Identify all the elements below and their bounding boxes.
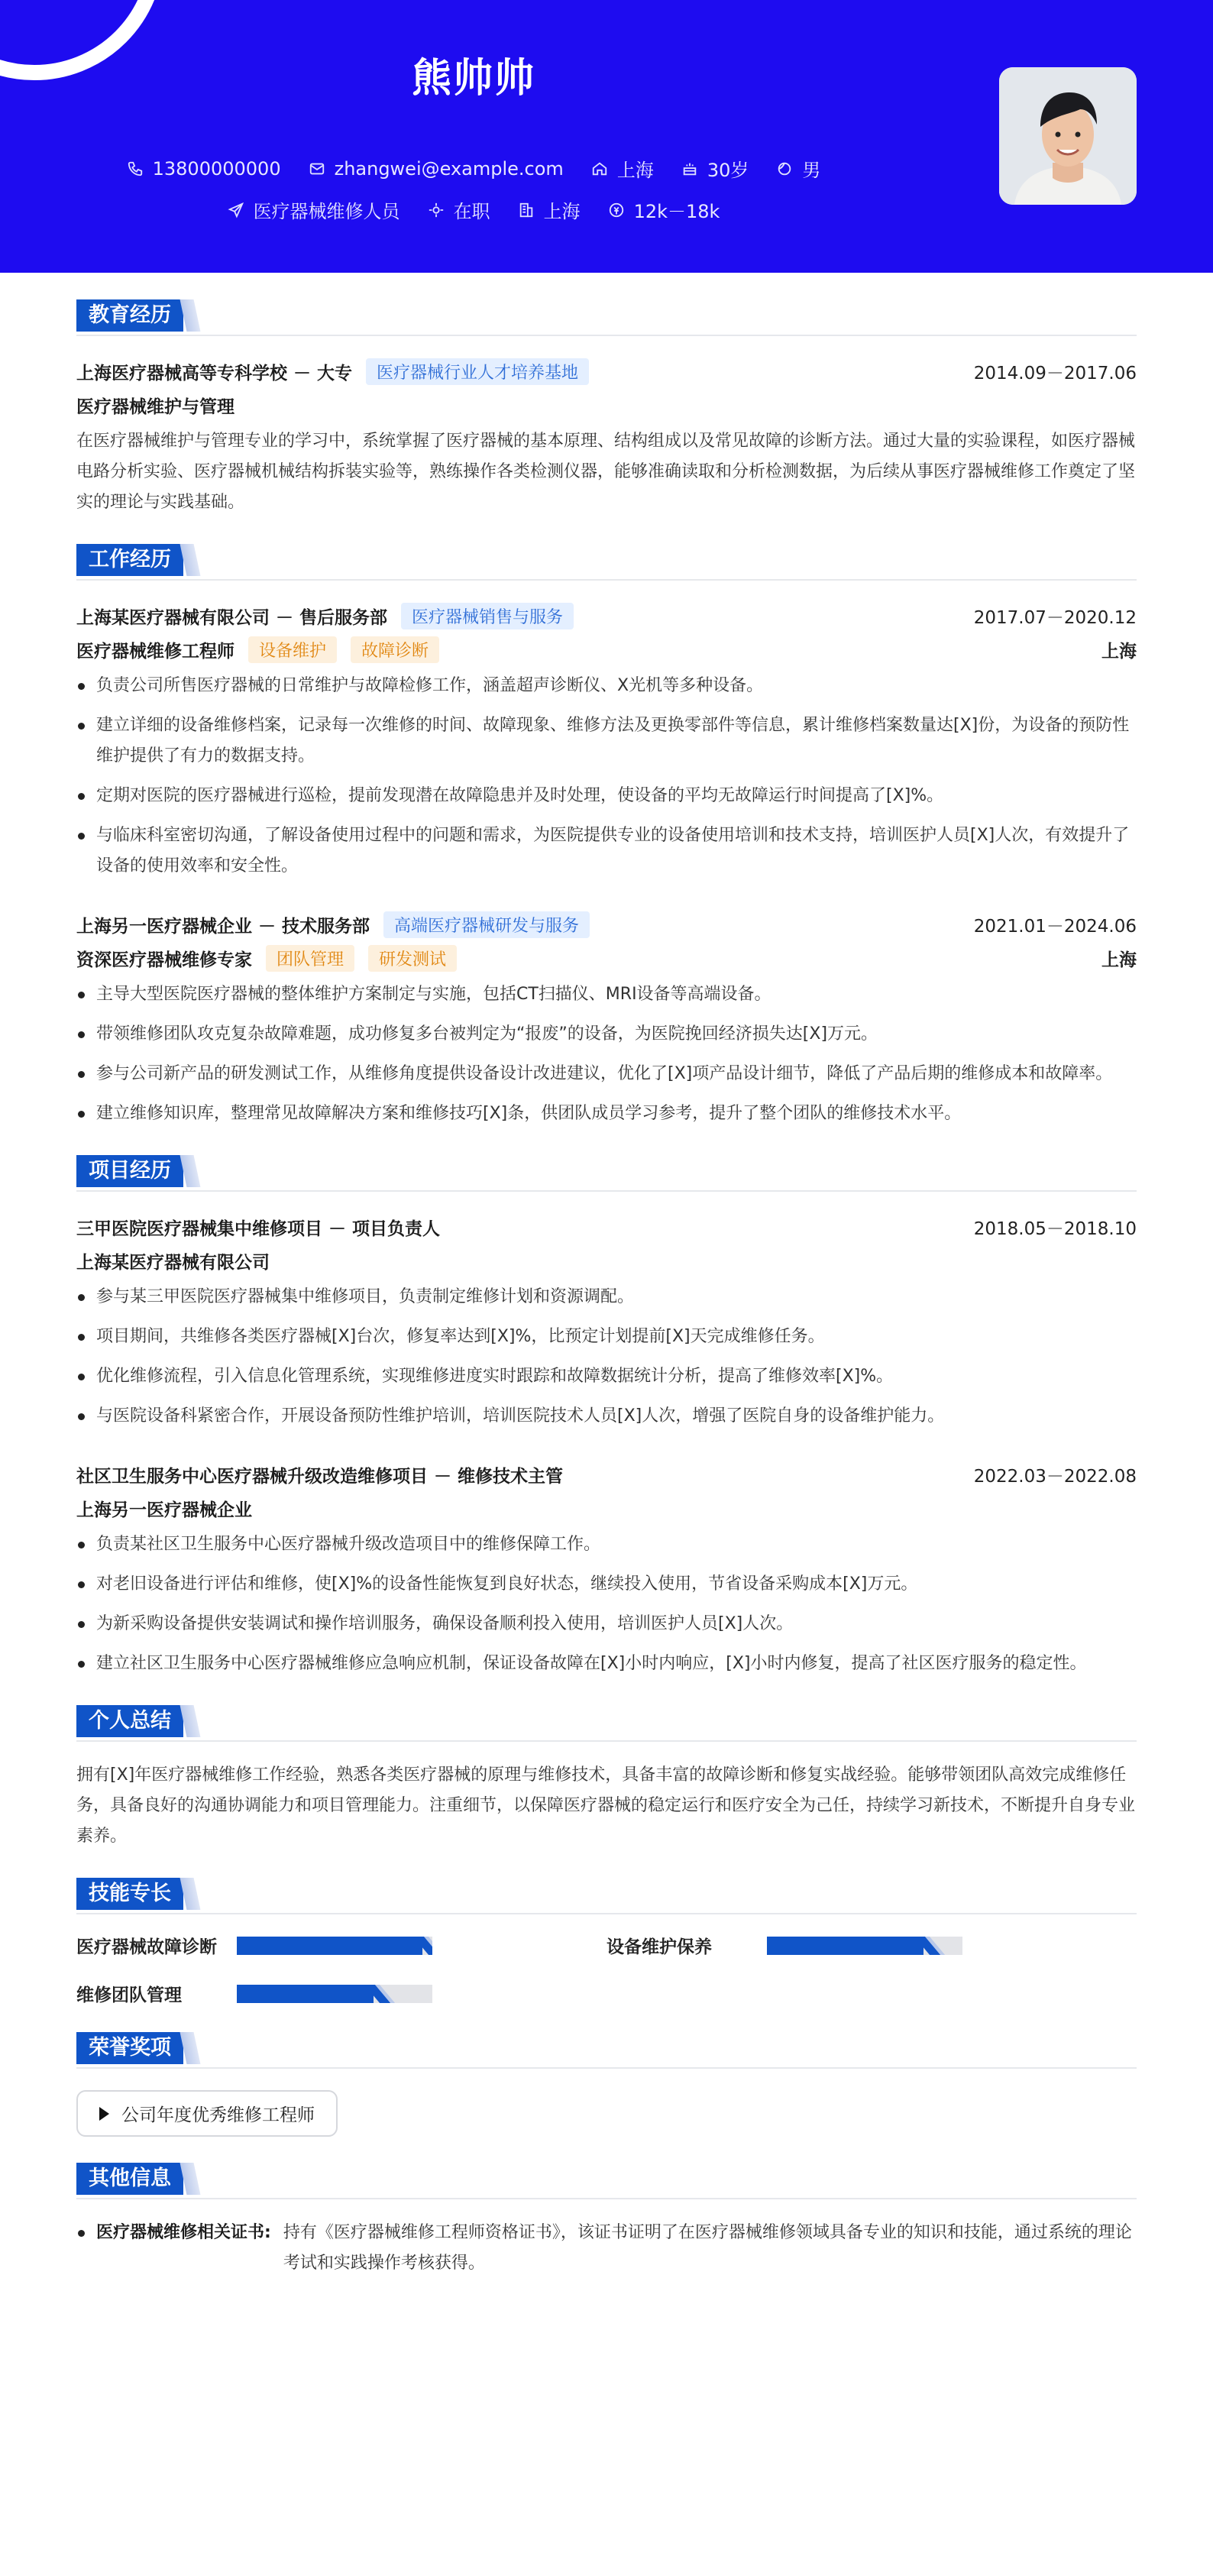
candidate-name: 熊帅帅 <box>411 56 535 102</box>
play-triangle-icon <box>99 2107 109 2121</box>
list-item: 与医院设备科紧密合作，开展设备预防性维护培训，培训医院技术人员[X]人次，增强了医院自身的设备维护能力。 <box>76 1401 1137 1432</box>
work-entry <box>76 599 1137 882</box>
other-info-item <box>76 2218 1137 2279</box>
org-line <box>76 1491 1137 1525</box>
school-tag: 医疗器械行业人才培养基地 <box>366 358 589 385</box>
building-icon <box>518 202 535 218</box>
skill-tag: 故障诊断 <box>351 636 439 663</box>
project-name: 三甲医院医疗器械集中维修项目 － 项目负责人 <box>76 1218 441 1239</box>
job-intent-row <box>0 196 947 223</box>
education-section <box>76 299 1137 518</box>
project-org: 上海某医疗器械有限公司 <box>76 1252 270 1273</box>
project-name: 社区卫生服务中心医疗器械升级改造维修项目 － 维修技术主管 <box>76 1466 564 1487</box>
contact-row <box>0 155 947 182</box>
list-item: 项目期间，共维修各类医疗器械[X]台次，修复率达到[X]%，比预定计划提前[X]天完成维修任务。 <box>76 1322 1137 1352</box>
project-entry <box>76 1458 1137 1679</box>
summary-text: 拥有[X]年医疗器械维修工作经验，熟悉各类医疗器械的原理与维修技术，具备丰富的故障诊断和修复实战经验。能够带领团队高效完成维修任务，具备良好的沟通协调能力和项目管理能力。注重细节，以保障医疗器械的稳定运行和医疗安全为己任，持续学习新技术，不断提升自身专业素养。 <box>76 1765 1136 1846</box>
list-item: 主导大型医院医疗器械的整体维护方案制定与实施，包括CT扫描仪、MRI设备等高端设备。 <box>76 979 1137 1010</box>
skills-list <box>76 1933 1137 2006</box>
skill-fill <box>237 1937 422 1955</box>
school-name: 上海医疗器械高等专科学校 － 大专 <box>76 363 353 383</box>
status-text: 在职 <box>453 201 490 222</box>
phone-text: 13800000000 <box>152 157 281 180</box>
major-name: 医疗器械维护与管理 <box>76 396 235 417</box>
bullet-list <box>76 671 1137 882</box>
section-header <box>76 1878 1137 1914</box>
work-entry <box>76 908 1137 1129</box>
list-item: 建立详细的设备维修档案，记录每一次维修的时间、故障现象、维修方法及更换零部件等信息，累计维修档案数量达[X]份，为设备的预防性维护提供了有力的数据支持。 <box>76 710 1137 772</box>
avatar <box>999 67 1137 205</box>
list-item: 定期对医院的医疗器械进行巡检，提前发现潜在故障隐患并及时处理，使设备的平均无故障运行时间提高了[X]%。 <box>76 781 1137 811</box>
list-item: 负责公司所售医疗器械的日常维护与故障检修工作，涵盖超声诊断仪、X光机等多种设备。 <box>76 671 1137 701</box>
skill-name: 维修团队管理 <box>76 1985 182 2005</box>
list-item: 与临床科室密切沟通，了解设备使用过程中的问题和需求，为医院提供专业的设备使用培训和技术支持，培训医护人员[X]人次，有效提升了设备的使用效率和安全性。 <box>76 820 1137 882</box>
project-entry <box>76 1210 1137 1432</box>
bullet-dot <box>76 2218 96 2279</box>
age-info <box>681 155 749 182</box>
company-name: 上海另一医疗器械企业 － 技术服务部 <box>76 916 370 937</box>
status-icon <box>428 202 445 218</box>
city-text: 上海 <box>543 201 581 222</box>
skill-item <box>76 1933 606 1958</box>
skill-item <box>606 1933 1137 1958</box>
company-tag: 高端医疗器械研发与服务 <box>383 911 590 938</box>
summary-section <box>76 1705 1137 1852</box>
role-name: 资深医疗器械维修专家 <box>76 950 252 970</box>
major-line <box>76 388 1137 422</box>
section-title: 技能专长 <box>76 1878 183 1910</box>
location-text: 上海 <box>616 160 654 181</box>
company-name: 上海某医疗器械有限公司 － 售后服务部 <box>76 607 388 628</box>
salary-info <box>608 196 720 223</box>
skill-tag: 研发测试 <box>368 945 457 972</box>
other-info-text: 持有《医疗器械维修工程师资格证书》，该证书证明了在医疗器械维修领域具备专业的知识和技能，通过系统的理论考试和实践操作考核获得。 <box>283 2223 1132 2273</box>
role-city: 上海 <box>1101 641 1137 662</box>
location-info <box>591 155 654 182</box>
company-tag: 医疗器械销售与服务 <box>401 603 574 629</box>
other-info-label: 医疗器械维修相关证书: <box>96 2223 271 2242</box>
skill-bar <box>767 1937 962 1955</box>
section-title: 其他信息 <box>76 2163 183 2195</box>
role-line <box>76 633 1137 666</box>
role-name: 医疗器械维修工程师 <box>76 641 235 662</box>
list-item: 建立维修知识库，整理常见故障解决方案和维修技巧[X]条，供团队成员学习参考，提升了整个团队的维修技术水平。 <box>76 1099 1137 1129</box>
list-item: 参与某三甲医院医疗器械集中维修项目，负责制定维修计划和资源调配。 <box>76 1282 1137 1312</box>
entry-header <box>76 908 1137 941</box>
bullet-list <box>76 979 1137 1129</box>
gender-info <box>776 155 820 182</box>
list-item: 建立社区卫生服务中心医疗器械维修应急响应机制，保证设备故障在[X]小时内响应，[X]小时内修复，提高了社区医疗服务的稳定性。 <box>76 1649 1137 1679</box>
section-title: 项目经历 <box>76 1155 183 1187</box>
email-info <box>309 158 564 180</box>
position-text: 医疗器械维修人员 <box>253 201 400 222</box>
status-info <box>428 196 490 223</box>
section-title: 荣誉奖项 <box>76 2032 183 2064</box>
salary-text: 12k－18k <box>633 201 720 222</box>
list-item: 带领维修团队攻克复杂故障难题，成功修复多台被判定为“报废”的设备，为医院挽回经济损失达[X]万元。 <box>76 1019 1137 1050</box>
bullet-list <box>76 1282 1137 1432</box>
resume-header <box>0 0 1213 273</box>
skill-name: 医疗器械故障诊断 <box>76 1937 217 1957</box>
entry-header <box>76 354 1137 388</box>
age-text: 30岁 <box>707 160 749 181</box>
section-header <box>76 2163 1137 2199</box>
skill-tag: 团队管理 <box>266 945 354 972</box>
skill-bar <box>237 1937 432 1955</box>
entry-date: 2018.05－2018.10 <box>973 1218 1137 1239</box>
phone-info <box>127 158 281 180</box>
education-description: 在医疗器械维护与管理专业的学习中，系统掌握了医疗器械的基本原理、结构组成以及常见故障的诊断方法。通过大量的实验课程，如医疗器械电路分析实验、医疗器械机械结构拆装实验等，熟练操作各类检测仪器，能够准确读取和分析检测数据，为后续从事医疗器械维修工作奠定了坚实的理论与实践基础。 <box>76 432 1136 512</box>
entry-date: 2022.03－2022.08 <box>973 1466 1137 1487</box>
summary-entry <box>76 1760 1137 1852</box>
mail-icon <box>309 160 325 177</box>
section-header <box>76 544 1137 581</box>
salary-icon <box>608 202 625 218</box>
project-org: 上海另一医疗器械企业 <box>76 1500 252 1520</box>
section-header <box>76 2032 1137 2069</box>
education-entry <box>76 354 1137 518</box>
resume-content <box>0 273 1213 2279</box>
list-item: 为新采购设备提供安装调试和操作培训服务，确保设备顺利投入使用，培训医护人员[X]人次。 <box>76 1609 1137 1639</box>
skill-fill <box>237 1985 374 2003</box>
cake-icon <box>681 160 698 177</box>
list-item: 负责某社区卫生服务中心医疗器械升级改造项目中的维修保障工作。 <box>76 1529 1137 1560</box>
skill-fill <box>767 1937 923 1955</box>
entry-date: 2017.07－2020.12 <box>973 607 1137 628</box>
skill-tag: 设备维护 <box>248 636 337 663</box>
role-city: 上海 <box>1101 950 1137 970</box>
position-info <box>228 196 400 223</box>
list-item: 参与公司新产品的研发测试工作，从维修角度提供设备设计改进建议，优化了[X]项产品设计细节，降低了产品后期的维修成本和故障率。 <box>76 1059 1137 1089</box>
avatar-portrait <box>999 67 1137 205</box>
section-title: 个人总结 <box>76 1705 183 1737</box>
send-icon <box>228 202 244 218</box>
phone-icon <box>127 160 144 177</box>
section-title: 工作经历 <box>76 544 183 576</box>
bullet-list <box>76 1529 1137 1679</box>
skill-bar <box>237 1985 432 2003</box>
gender-text: 男 <box>802 160 821 181</box>
entry-header <box>76 599 1137 633</box>
work-section <box>76 544 1137 1129</box>
skills-section <box>76 1878 1137 2006</box>
entry-date: 2021.01－2024.06 <box>973 916 1137 937</box>
list-item: 对老旧设备进行评估和维修，使[X]%的设备性能恢复到良好状态，继续投入使用，节省设备采购成本[X]万元。 <box>76 1569 1137 1600</box>
section-header <box>76 299 1137 336</box>
list-item: 优化维修流程，引入信息化管理系统，实现维修进度实时跟踪和故障数据统计分析，提高了维修效率[X]%。 <box>76 1361 1137 1392</box>
entry-header <box>76 1210 1137 1244</box>
projects-section <box>76 1155 1137 1679</box>
section-title: 教育经历 <box>76 299 183 332</box>
email-text: zhangwei@example.com <box>334 157 564 180</box>
section-header <box>76 1155 1137 1192</box>
home-icon <box>591 160 608 177</box>
gender-icon <box>776 160 793 177</box>
city-info <box>518 196 581 223</box>
entry-header <box>76 1458 1137 1491</box>
section-header <box>76 1705 1137 1742</box>
honor-text: 公司年度优秀维修工程师 <box>121 2105 315 2125</box>
other-section <box>76 2163 1137 2279</box>
skill-name: 设备维护保养 <box>606 1937 712 1957</box>
entry-date: 2014.09－2017.06 <box>973 363 1137 383</box>
skill-item <box>76 1981 606 2006</box>
honors-section <box>76 2032 1137 2163</box>
org-line <box>76 1244 1137 1277</box>
honor-badge <box>76 2090 338 2137</box>
role-line <box>76 941 1137 975</box>
